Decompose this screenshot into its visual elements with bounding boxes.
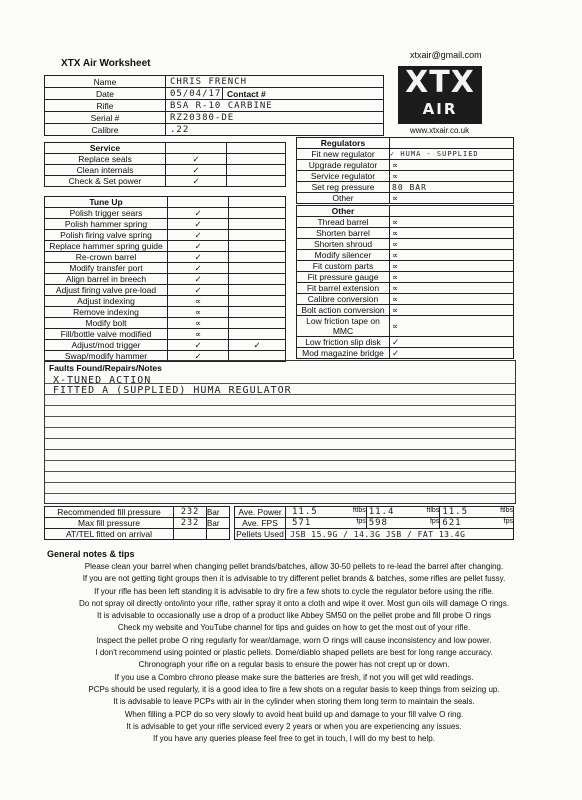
worksheet-title: XTX Air Worksheet <box>61 58 151 69</box>
service-section <box>44 142 286 187</box>
ave-power-label: Ave. Power <box>235 507 286 518</box>
ruled-line <box>45 394 515 395</box>
other-mark: ∝ <box>390 316 514 337</box>
other-mark: ∝ <box>390 239 514 250</box>
tuneup-mark: ✓ <box>168 252 229 263</box>
tuneup-item: Modify transfer port <box>45 263 168 274</box>
ruled-line <box>45 460 515 461</box>
tip-line: It is advisable to get your rifle serviced every 2 years or when you are experiencing any issues. <box>126 721 462 731</box>
tuneup-item: Adjust/mod trigger <box>45 340 168 351</box>
tuneup-item: Modify bolt <box>45 318 168 329</box>
other-mark: ∝ <box>390 261 514 272</box>
regulator-item: Service regulator <box>297 171 390 182</box>
regulator-mark: ∝ <box>390 193 514 204</box>
max-fill-label: Max fill pressure <box>45 518 174 529</box>
other-item: Modify silencer <box>297 250 390 261</box>
tip-line: If you are not getting tight groups then it is advisable to try different pellet brands & batches, some rifles are pellet fussy. <box>82 574 506 584</box>
regulator-item: Set reg pressure <box>297 182 390 193</box>
fps-unit: fps <box>503 518 513 525</box>
faults-note-line-2: FITTED A (SUPPLIED) HUMA REGULATOR <box>53 385 292 396</box>
regulator-mark: ∝ <box>390 160 514 171</box>
tuneup-mark-2 <box>229 307 286 318</box>
power-unit: ftlbs <box>426 507 440 514</box>
tip-line: Chronograph your rifle on a regular basis to ensure the power has not crept up or down. <box>138 660 450 670</box>
check-mark: ✓ <box>166 176 227 187</box>
tuneup-mark-2 <box>229 318 286 329</box>
calibre-label: Calibre <box>45 124 166 136</box>
tip-line: I don't recommend using pointed or plastic pellets. Dome/diablo shaped pellets are best for long range accuracy. <box>95 648 493 658</box>
other-item: Shorten shroud <box>297 239 390 250</box>
other-mark: ∝ <box>390 217 514 228</box>
recommended-fill-value: 232 <box>174 507 207 518</box>
ruled-line <box>45 416 515 417</box>
max-fill-unit: Bar <box>207 518 230 529</box>
check-mark: ✓ <box>166 154 227 165</box>
other-mark: ✓ <box>390 348 514 359</box>
tuneup-mark-2: ✓ <box>229 340 286 351</box>
tuneup-item: Polish firing valve spring <box>45 230 168 241</box>
tuneup-mark: ✓ <box>168 230 229 241</box>
tuneup-item: Remove indexing <box>45 307 168 318</box>
regulators-heading: Regulators <box>297 138 390 149</box>
tuneup-mark-2 <box>229 252 286 263</box>
tuneup-mark-2 <box>229 219 286 230</box>
tip-line: Do not spray oil directly onto/into your rifle, rather spray it onto a cloth and wipe it over. Most gun oils will damage O rings. <box>79 598 509 608</box>
regulator-mark: 80 BAR <box>390 182 514 193</box>
ruled-line <box>45 493 515 494</box>
other-item: Shorten barrel <box>297 228 390 239</box>
tip-line: If your rifle has been left standing it is advisable to dry fire a few shots to cycle the regulator before using the rifle. <box>94 586 494 596</box>
regulator-item: Other <box>297 193 390 204</box>
tuneup-mark-2 <box>229 208 286 219</box>
tip-line: If you use a Combro chrono please make sure the batteries are fresh, if not you will get wild readings. <box>114 672 474 682</box>
calibre-value: .22 <box>170 125 190 135</box>
service-item: Check & Set power <box>45 176 166 187</box>
ruled-line <box>45 482 515 483</box>
service-item: Clean internals <box>45 165 166 176</box>
max-fill-value: 232 <box>174 518 207 529</box>
pressure-section <box>44 506 230 540</box>
faults-heading: Faults Found/Repairs/Notes <box>49 363 162 373</box>
other-mark: ∝ <box>390 283 514 294</box>
tuneup-item: Adjust indexing <box>45 296 168 307</box>
website: www.xtxair.co.uk <box>410 126 470 135</box>
tuneup-mark: ∝ <box>168 296 229 307</box>
ruled-line <box>45 383 515 384</box>
faults-note-line-1: X-TUNED ACTION <box>53 375 152 386</box>
other-item: Fit custom parts <box>297 261 390 272</box>
regulators-section <box>296 137 514 204</box>
attel-label: AT/TEL fitted on arrival <box>45 529 174 540</box>
tuneup-mark-2 <box>229 296 286 307</box>
ruled-line <box>45 471 515 472</box>
tip-line: It is advisable to leave PCPs with air in the cylinder when storing them long term to maintain the seals. <box>113 697 475 707</box>
recommended-fill-unit: Bar <box>207 507 230 518</box>
tuneup-mark: ✓ <box>168 241 229 252</box>
contact-label: Contact # <box>227 88 266 99</box>
tuneup-mark: ✓ <box>168 285 229 296</box>
tuneup-mark-2 <box>229 285 286 296</box>
xtx-air-logo <box>398 66 482 124</box>
check-mark: ✓ <box>166 165 227 176</box>
other-mark: ∝ <box>390 250 514 261</box>
tuneup-mark: ✓ <box>168 219 229 230</box>
tuneup-mark-2 <box>229 329 286 340</box>
other-item: Bolt action conversion <box>297 305 390 316</box>
regulator-mark: ✓ HUMA - SUPPLIED <box>390 149 514 160</box>
other-mark: ∝ <box>390 272 514 283</box>
tuneup-mark: ∝ <box>168 307 229 318</box>
tip-line: It is advisable to occasionally use a drop of a product like Abbey SM50 on the pellet probe and fill probe O rings <box>96 611 491 621</box>
tips-list <box>44 561 544 745</box>
rifle-label: Rifle <box>45 100 166 112</box>
other-item: Fit pressure gauge <box>297 272 390 283</box>
faults-notes-box <box>44 360 516 504</box>
serial-value: RZ20380-DE <box>170 113 235 123</box>
regulator-item: Upgrade regulator <box>297 160 390 171</box>
other-mark: ✓ <box>390 337 514 348</box>
tuneup-item: Replace hammer spring guide <box>45 241 168 252</box>
tuneup-mark: ✓ <box>168 340 229 351</box>
other-mark: ∝ <box>390 228 514 239</box>
tuneup-item: Polish trigger sears <box>45 208 168 219</box>
date-value: 05/04/17 <box>170 89 222 99</box>
tuneup-mark-2 <box>229 230 286 241</box>
ruled-line <box>45 405 515 406</box>
tuneup-item: Fill/bottle valve modified <box>45 329 168 340</box>
tip-line: When filling a PCP do so very slowly to avoid heat build up and damage to your fill valve O ring. <box>124 709 464 719</box>
tuneup-mark: ∝ <box>168 318 229 329</box>
tuneup-item: Align barrel in breech <box>45 274 168 285</box>
recommended-fill-label: Recommended fill pressure <box>45 507 174 518</box>
other-item: Calibre conversion <box>297 294 390 305</box>
tip-line: Inspect the pellet probe O ring regularly for wear/damage, worn O rings will cause inconsistency and low power. <box>96 635 492 645</box>
ruled-line <box>45 427 515 428</box>
power-reading-1: 11.5 <box>292 507 318 517</box>
tuneup-section <box>44 196 286 362</box>
email-address: xtxair@gmail.com <box>410 50 482 60</box>
customer-info <box>44 75 384 136</box>
power-reading-3: 11.5 <box>442 507 469 517</box>
tuneup-item: Re-crown barrel <box>45 252 168 263</box>
tuneup-mark: ✓ <box>168 208 229 219</box>
logo-text-top: XTX <box>405 65 475 100</box>
serial-label: Serial # <box>45 112 166 124</box>
other-mark: ∝ <box>390 305 514 316</box>
tuneup-mark-2 <box>229 263 286 274</box>
fps-unit: fps <box>356 518 366 525</box>
other-item: Fit barrel extension <box>297 283 390 294</box>
name-value: CHRIS FRENCH <box>170 77 248 87</box>
power-unit: ftlbs <box>352 507 366 514</box>
tips-heading: General notes & tips <box>47 549 135 559</box>
other-section <box>296 205 514 359</box>
tuneup-mark-2 <box>229 241 286 252</box>
other-item: Mod magazine bridge <box>297 348 390 359</box>
other-heading: Other <box>297 206 390 217</box>
logo-text-bottom: AIR <box>422 100 458 118</box>
other-item: Thread barrel <box>297 217 390 228</box>
fps-reading-2: 598 <box>368 518 388 528</box>
other-item: Low friction tape on MMC <box>297 316 390 337</box>
pellets-used-label: Pellets Used <box>236 529 284 539</box>
pellets-used-value: JSB 15.9G / 14.3G JSB / FAT 13.4G <box>290 530 466 539</box>
power-reading-2: 11.4 <box>368 507 395 517</box>
fps-unit: fps <box>429 518 440 525</box>
stats-section <box>234 506 514 540</box>
tuneup-item: Polish hammer spring <box>45 219 168 230</box>
fps-reading-3: 621 <box>442 518 462 528</box>
name-label: Name <box>45 76 166 88</box>
tuneup-mark-2 <box>229 274 286 285</box>
tuneup-mark: ✓ <box>168 351 229 362</box>
regulator-item: Fit new regulator <box>297 149 390 160</box>
tuneup-mark: ✓ <box>168 274 229 285</box>
other-item: Low friction slip disk <box>297 337 390 348</box>
tip-line: Check my website and YouTube channel for tips and guides on how to get the most out of your rifle. <box>117 623 471 633</box>
fps-reading-1: 571 <box>292 518 312 528</box>
service-item: Replace seals <box>45 154 166 165</box>
tip-line: Please clean your barrel when changing pellet brands/batches, allow 30-50 pellets to re-lead the barrel after changing. <box>84 562 504 571</box>
tuneup-item: Swap/modify hammer <box>45 351 168 362</box>
tuneup-heading: Tune Up <box>45 197 168 208</box>
tip-line: PCPs should be used regularly, it is a good idea to fire a few shots on a regular basis to keep things from seizing up. <box>88 684 500 694</box>
ruled-line <box>45 438 515 439</box>
tip-line: If you have any queries please feel free to get in touch, I will do my best to help. <box>153 734 435 744</box>
ave-fps-label: Ave. FPS <box>235 518 286 529</box>
other-mark: ∝ <box>390 294 514 305</box>
tuneup-mark: ✓ <box>168 263 229 274</box>
service-heading: Service <box>45 143 166 154</box>
tuneup-mark: ∝ <box>168 329 229 340</box>
date-label: Date <box>45 88 166 100</box>
rifle-value: BSA R-10 CARBINE <box>170 101 273 111</box>
tuneup-item: Adjust firing valve pre-load <box>45 285 168 296</box>
regulator-mark: ∝ <box>390 171 514 182</box>
power-unit: ftlbs <box>500 507 513 514</box>
ruled-line <box>45 449 515 450</box>
